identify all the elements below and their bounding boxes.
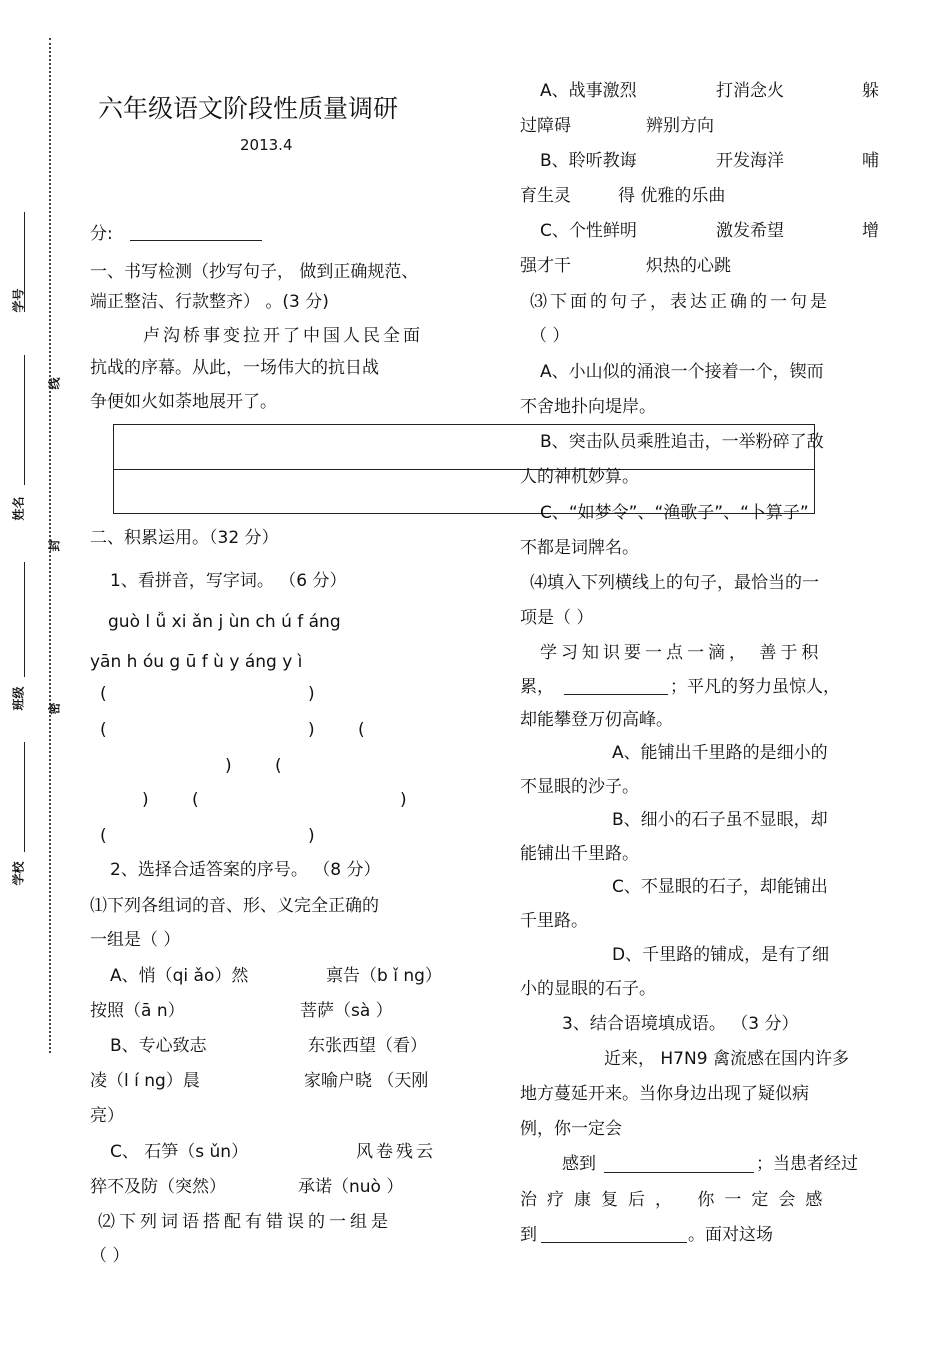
q2-2-line2: （ ） [90, 1246, 130, 1266]
blank-paren[interactable]: ( [192, 790, 199, 810]
blank-paren[interactable]: ) [225, 756, 232, 776]
option-a-word3: 按照（ā n） [90, 1001, 185, 1021]
blank-paren[interactable]: ( [100, 684, 107, 704]
sec1-passage-line2: 抗战的序幕。从此，一场伟大的抗日战 [90, 358, 379, 378]
q4-option-c-1: C、不显眼的石子，却能铺出 [612, 877, 828, 897]
blank-paren[interactable]: ( [358, 720, 365, 740]
q5-passage-5: 治疗康复后， 你一定会感 [520, 1190, 833, 1210]
student-no-label: 学号 [11, 288, 26, 313]
q4-option-b-2: 能铺出千里路。 [520, 844, 639, 864]
blank-paren[interactable]: ) [308, 684, 315, 704]
blank-paren[interactable]: ) [308, 720, 315, 740]
sec1-heading-line1: 一、书写检测（抄写句子， 做到正确规范、 [90, 262, 419, 282]
q3-option-c-1: C、“如梦令”、“渔歌子”、“卜算子” [540, 503, 809, 523]
option-a-word2: 禀告（b ǐ ng） [326, 966, 442, 986]
option-b-word1: B、专心致志 [110, 1036, 207, 1056]
r-option-a-1: A、战事激烈 [540, 81, 637, 101]
score-blank[interactable] [130, 240, 262, 241]
pinyin-line1: guò l ǚ xi ǎn j ùn ch ú f áng [108, 612, 341, 632]
r-option-c-2: 激发希望 [716, 221, 784, 241]
q2-heading: 2、选择合适答案的序号。 （8 分） [110, 860, 381, 880]
option-c-word3: 猝不及防（突然） [90, 1177, 226, 1197]
q2-1-line1: ⑴下列各组词的音、形、义完全正确的 [90, 896, 379, 916]
option-c-word2: 风卷残云 [356, 1142, 436, 1162]
r-option-c-3: 增 [862, 221, 879, 241]
q4-option-c-2: 千里路。 [520, 911, 588, 931]
q5-passage-1: 近来， H7N9 禽流感在国内许多 [604, 1049, 849, 1069]
option-a-word1: A、悄（qi ǎo）然 [110, 966, 249, 986]
sec1-passage-line1: 卢沟桥事变拉开了中国人民全面 [143, 326, 423, 346]
r-option-b-1: B、聆听教诲 [540, 151, 637, 171]
q5-passage-4b: ；当患者经过 [756, 1154, 858, 1174]
line-char: 线 [47, 377, 62, 390]
blank-paren[interactable]: ) [400, 790, 407, 810]
sec1-passage-line3: 争便如火如荼地展开了。 [90, 392, 277, 412]
option-c-word1: C、 石笋（s ǔn） [110, 1142, 249, 1162]
r-option-b-3: 哺 [862, 151, 879, 171]
class-label: 班级 [11, 686, 26, 711]
school-line [24, 742, 25, 852]
r-option-c-4: 强才干 [520, 256, 571, 276]
q4-passage-3: 却能攀登万仞高峰。 [520, 710, 673, 730]
name-label: 姓名 [11, 496, 26, 521]
q1-heading: 1、看拼音，写字词。 （6 分） [110, 571, 347, 591]
q4-line2: 项是（ ） [520, 608, 594, 628]
q5-heading: 3、结合语境填成语。 （3 分） [562, 1014, 799, 1034]
q2-2-line1: ⑵下列词语搭配有错误的一组是 [98, 1212, 392, 1232]
q4-passage-1: 学习知识要一点一滴， 善于积 [540, 643, 823, 663]
r-option-a-2: 打消念火 [716, 81, 784, 101]
option-b-word3: 凌（l í ng）晨 [90, 1071, 200, 1091]
q4-option-b-1: B、细小的石子虽不显眼，却 [612, 810, 828, 830]
blank-paren[interactable]: ( [275, 756, 282, 776]
q3-line2: （ ） [530, 326, 570, 346]
r-option-b-5: 得 优雅的乐曲 [618, 186, 726, 206]
blank-paren[interactable]: ) [142, 790, 149, 810]
r-option-a-4: 过障碍 [520, 116, 571, 136]
option-b-word4: 家喻户晓 （天刚 [304, 1071, 429, 1091]
q3-option-b-1: B、突击队员乘胜追击，一举粉碎了敌 [540, 432, 824, 452]
q4-passage-2b: ；平凡的努力虽惊人， [670, 677, 840, 697]
class-line [24, 562, 25, 677]
school-label: 学校 [11, 861, 26, 886]
q4-line1: ⑷填入下列横线上的句子，最恰当的一 [530, 573, 819, 593]
q5-passage-6b: 。面对这场 [688, 1225, 773, 1245]
r-option-a-3: 躲 [862, 81, 879, 101]
option-b-word4-cont: 亮） [90, 1106, 124, 1126]
sec1-heading-line2: 端正整洁、行款整齐） 。(3 分) [90, 292, 329, 312]
q3-option-a-1: A、小山似的涌浪一个接着一个，锲而 [540, 362, 824, 382]
q4-option-a-2: 不显眼的沙子。 [520, 777, 639, 797]
r-option-b-2: 开发海洋 [716, 151, 784, 171]
page-title: 六年级语文阶段性质量调研 [98, 94, 399, 123]
copy-writing-box-divider [114, 469, 814, 470]
q4-option-a-1: A、能铺出千里路的是细小的 [612, 743, 828, 763]
q5-passage-3: 例，你一定会 [520, 1119, 622, 1139]
secret-char: 密 [47, 702, 62, 715]
name-line [24, 355, 25, 485]
q4-option-d-1: D、千里路的铺成，是有了细 [612, 945, 830, 965]
q4-passage-2a: 累， [520, 677, 554, 697]
r-option-a-5: 辨别方向 [646, 116, 714, 136]
q5-passage-2: 地方蔓延开来。当你身边出现了疑似病 [520, 1084, 809, 1104]
q2-1-line2: 一组是（ ） [90, 930, 181, 950]
q4-answer-blank[interactable] [564, 694, 668, 695]
q5-answer-blank-2[interactable] [541, 1242, 687, 1243]
sec2-heading: 二、积累运用。（32 分） [90, 528, 279, 548]
option-a-word4: 菩萨（sà ） [300, 1001, 393, 1021]
blank-paren[interactable]: ) [308, 826, 315, 846]
q4-option-d-2: 小的显眼的石子。 [520, 979, 656, 999]
blank-paren[interactable]: ( [100, 720, 107, 740]
r-option-b-4: 育生灵 [520, 186, 571, 206]
q3-option-b-2: 人的神机妙算。 [520, 467, 639, 487]
q3-line1: ⑶下面的句子，表达正确的一句是 [530, 292, 830, 312]
r-option-c-1: C、个性鲜明 [540, 221, 637, 241]
q3-option-c-2: 不都是词牌名。 [520, 538, 639, 558]
r-option-c-5: 炽热的心跳 [646, 256, 731, 276]
option-b-word2: 东张西望（看） [308, 1036, 427, 1056]
exam-date: 2013.4 [240, 136, 293, 154]
option-c-word4: 承诺（nuò ） [298, 1177, 404, 1197]
score-label: 分: [90, 224, 113, 244]
blank-paren[interactable]: ( [100, 826, 107, 846]
seal-char: 封 [47, 539, 62, 552]
q3-option-a-2: 不舍地扑向堤岸。 [520, 397, 656, 417]
q5-passage-6a: 到 [520, 1225, 537, 1245]
pinyin-line2: yān h óu g ū f ù y áng y ì [90, 652, 303, 672]
q5-passage-4a: 感到 [562, 1154, 596, 1174]
q5-answer-blank-1[interactable] [604, 1172, 754, 1173]
